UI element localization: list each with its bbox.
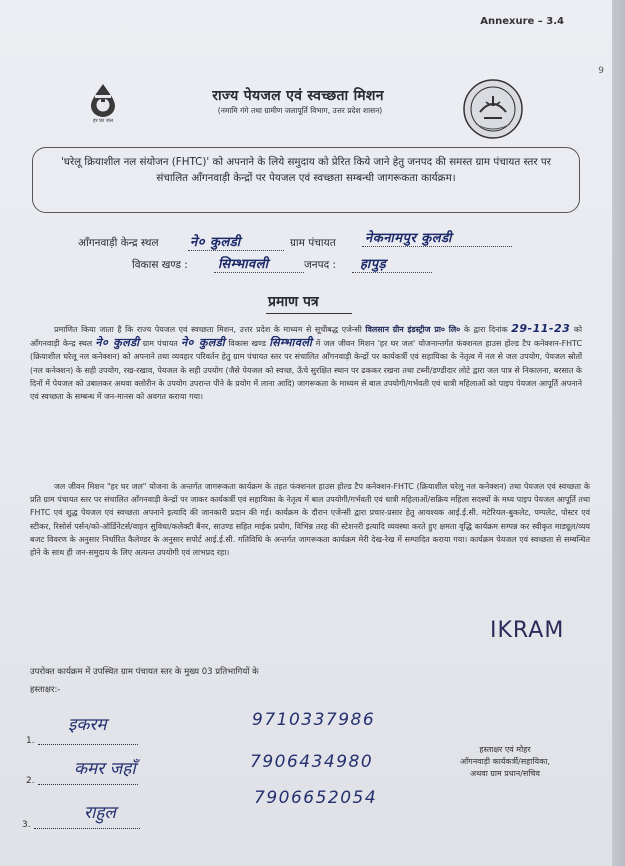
attendee-2-phone: 7906434980: [250, 752, 374, 772]
attendees-intro: उपरोक्त कार्यक्रम में उपस्थित ग्राम पंचायत स्तर के मुख्य 03 प्रतिभागियों के: [30, 667, 259, 677]
attendee-1-name: इकरम: [68, 715, 107, 735]
district-dotline: [352, 272, 432, 273]
up-government-emblem: [462, 78, 524, 144]
para1-text-c: को आँगनवाड़ी केन्द्र स्थल: [30, 325, 582, 349]
attendee-1-dotline: [38, 744, 138, 745]
attendee-1-phone: 9710337986: [252, 710, 376, 730]
para1-text-e: विकास खण्ड: [228, 339, 266, 349]
attendee-3-name: राहुल: [84, 803, 116, 823]
block-value: सिम्भावली: [218, 257, 269, 272]
district-value: हापुड़: [360, 257, 387, 272]
para1-text-b: के द्वारा दिनांक: [463, 325, 508, 334]
attendee-3-dotline: [34, 828, 140, 829]
certificate-title-underline: [266, 313, 352, 314]
block-dotline: [214, 272, 304, 273]
har-ghar-jal-logo: [78, 82, 128, 124]
water-drop-icon: [86, 82, 120, 118]
attendee-2-dotline: [38, 784, 138, 785]
mission-title: राज्य पेयजल एवं स्वच्छता मिशन: [212, 88, 384, 104]
handwritten-signature: IKRAM: [490, 618, 565, 643]
para1-text-d: ग्राम पंचायत: [142, 339, 178, 349]
signature-block: [420, 744, 590, 780]
district-label: जनपद :: [304, 259, 337, 271]
agency-name: विलसान ग्रीन इंडस्ट्रीज प्रा० लि०: [365, 325, 461, 334]
para1-panchayat-value: ने० कुलडी: [181, 336, 226, 350]
para1-text-a: प्रमाणित किया जाता है कि राज्य पेयजल एवं स्वच्छता मिशन, उत्तर प्रदेश के माध्यम से सूचीबद्ध एजेन्सी: [54, 325, 362, 334]
para1-text-f: में जल जीवन मिशन 'हर घर जल' योजनान्तर्गत फंक्शनल हाउस होल्ड टैप कनेक्शन-FHTC (क्रियाशील घरेलू नल कनेक्शन) को अपनाने तथा व्यवहार परिवर्तन हेतु ग्राम पंचायत स्तर पर संचालित आँगनवाड़ी केन्द्रों पर कार्यकर्त्री एवं सहायिका के नेतृत्व में नल से जल उपयोग, पेयजल स्रोतों (नल कनेक्शन) के सही उपयोग, रख-रखाव, पेयजल के सही उपयोग (जैसे पेयजल को स्वच्छ, ऊँचे सुरक्षित स्थान पर ढककर रखना तथा टब्नी/डण्डीदार लोटे द्वारा जल पात्र से निकालना, बरसात के दिनों में पेयजल को उबालकर अथवा क्लोरीन के उपयोग उपरान्त पीने के प्रयोग में लाना आदि) जागरूकता के माध्यम से बाल उपयोगी/गर्भवती एवं धात्री महिलाओं को पाइप पेयजल आपूर्ति अपनाने एवं स्वच्छता के सम्बन्ध में जन-मानस को अवगत कराया गया।: [30, 339, 582, 402]
centre-value: ने० कुलडी: [190, 235, 241, 250]
signature-label: हस्ताक्षर:-: [30, 685, 61, 695]
sign-line-2: आँगनवाड़ी कार्यकर्त्री/सहायिका,: [460, 757, 550, 766]
attendee-2-name: कमर जहाँ: [74, 759, 136, 779]
page-edge-number: 9: [598, 66, 604, 76]
panchayat-value: नेकनामपुर कुलडी: [365, 231, 452, 246]
centre-label: आँगनवाड़ी केन्द्र स्थल: [78, 237, 159, 249]
attendee-3-phone: 7906652054: [254, 788, 378, 808]
block-label: विकास खण्ड :: [132, 259, 188, 271]
programme-heading: 'घरेलू क्रियाशील नल संयोजन (FHTC)' को अपनाने के लिये समुदाय को प्रेरित किये जाने हेतु जनपद की समस्त ग्राम पंचायत स्तर पर संचालित आँगनवाड़ी केन्द्रों पर पेयजल एवं स्वच्छता सम्बन्धी जागरूकता कार्यक्रम।: [32, 147, 580, 213]
panchayat-dotline: [362, 246, 512, 247]
emblem-seal-icon: [462, 78, 524, 140]
annexure-label: Annexure – 3.4: [480, 16, 564, 27]
para1-block-value: सिम्भावली: [269, 336, 313, 350]
para1-centre-value: ने० कुलडी: [95, 336, 140, 350]
programme-date: 29-11-23: [511, 322, 571, 335]
certificate-title: प्रमाण पत्र: [268, 294, 319, 310]
certificate-paragraph-1: [30, 322, 582, 403]
centre-dotline: [188, 250, 284, 251]
attendee-3-number: 3.: [22, 820, 31, 830]
sign-line-1: हस्ताक्षर एवं मोहर: [479, 745, 531, 754]
mission-subtitle: (नमामि गंगे तथा ग्रामीण जलापूर्ति विभाग, उत्तर प्रदेश शासन): [217, 106, 383, 115]
panchayat-label: ग्राम पंचायत: [290, 237, 336, 249]
certificate-paragraph-2: जल जीवन मिशन "हर घर जल" योजना के अन्तर्गत जागरूकता कार्यक्रम के तहत फंक्शनल हाउस होल्ड टैप कनेक्शन-FHTC (क्रियाशील घरेलू नल कनेक्शन) तथा पेयजल एवं स्वच्छता के प्रति ग्राम पंचायत स्तर पर संचालित आँगनवाड़ी केन्द्रों पर जाकर कार्यकर्त्री एवं सहायिका के नेतृत्व में बाल उपयोगी/गर्भवती एवं धात्री महिलाओं/सक्रिय महिला सदस्यों के मध्य पाइप पेयजल आपूर्ति तथा FHTC एवं शुद्ध पेयजल एवं स्वच्छता अपनाने इत्यादि की जानकारी प्रदान की गई। कार्यक्रम के दौरान एजेन्सी द्वारा प्रचार-प्रसार हेतु आवश्यक आई.ई.सी. मटेरियल-बुकलेट, पम्पलेट, पोस्टर एवं स्टीकर, रिसोर्स पर्सन/को-ऑर्डिनेटर्स/वाहन सुविधा/कलेक्टी बैनर, साउण्ड सहित माईक प्रयोग, विभिन्न तरह की स्टेशनरी इत्यादि व्यवस्था करते हुए क्षमता वृद्धि कार्यक्रम सम्पन्न कर स्वीकृत माड्यूल/व्यय बजट विवरण के अनुसार निर्धारित कैलेण्डर के अनुसार सपोर्ट आई.ई.सी. गतिविधि के अन्तर्गत जागरूकता कार्यक्रम मेरी देख-रेख में सम्पादित कराया गया। कार्यक्रम पेयजल एवं स्वच्छता से सम्बन्धित होने के साथ ही जन-समुदाय के लिए अत्यन्त उपयोगी एवं लाभप्रद रहा।: [30, 482, 590, 558]
attendee-1-number: 1.: [26, 736, 35, 746]
logo-caption: हर घर जल: [93, 118, 113, 124]
attendee-2-number: 2.: [26, 776, 35, 786]
sign-line-3: अथवा ग्राम प्रधान/सचिव: [470, 769, 540, 778]
